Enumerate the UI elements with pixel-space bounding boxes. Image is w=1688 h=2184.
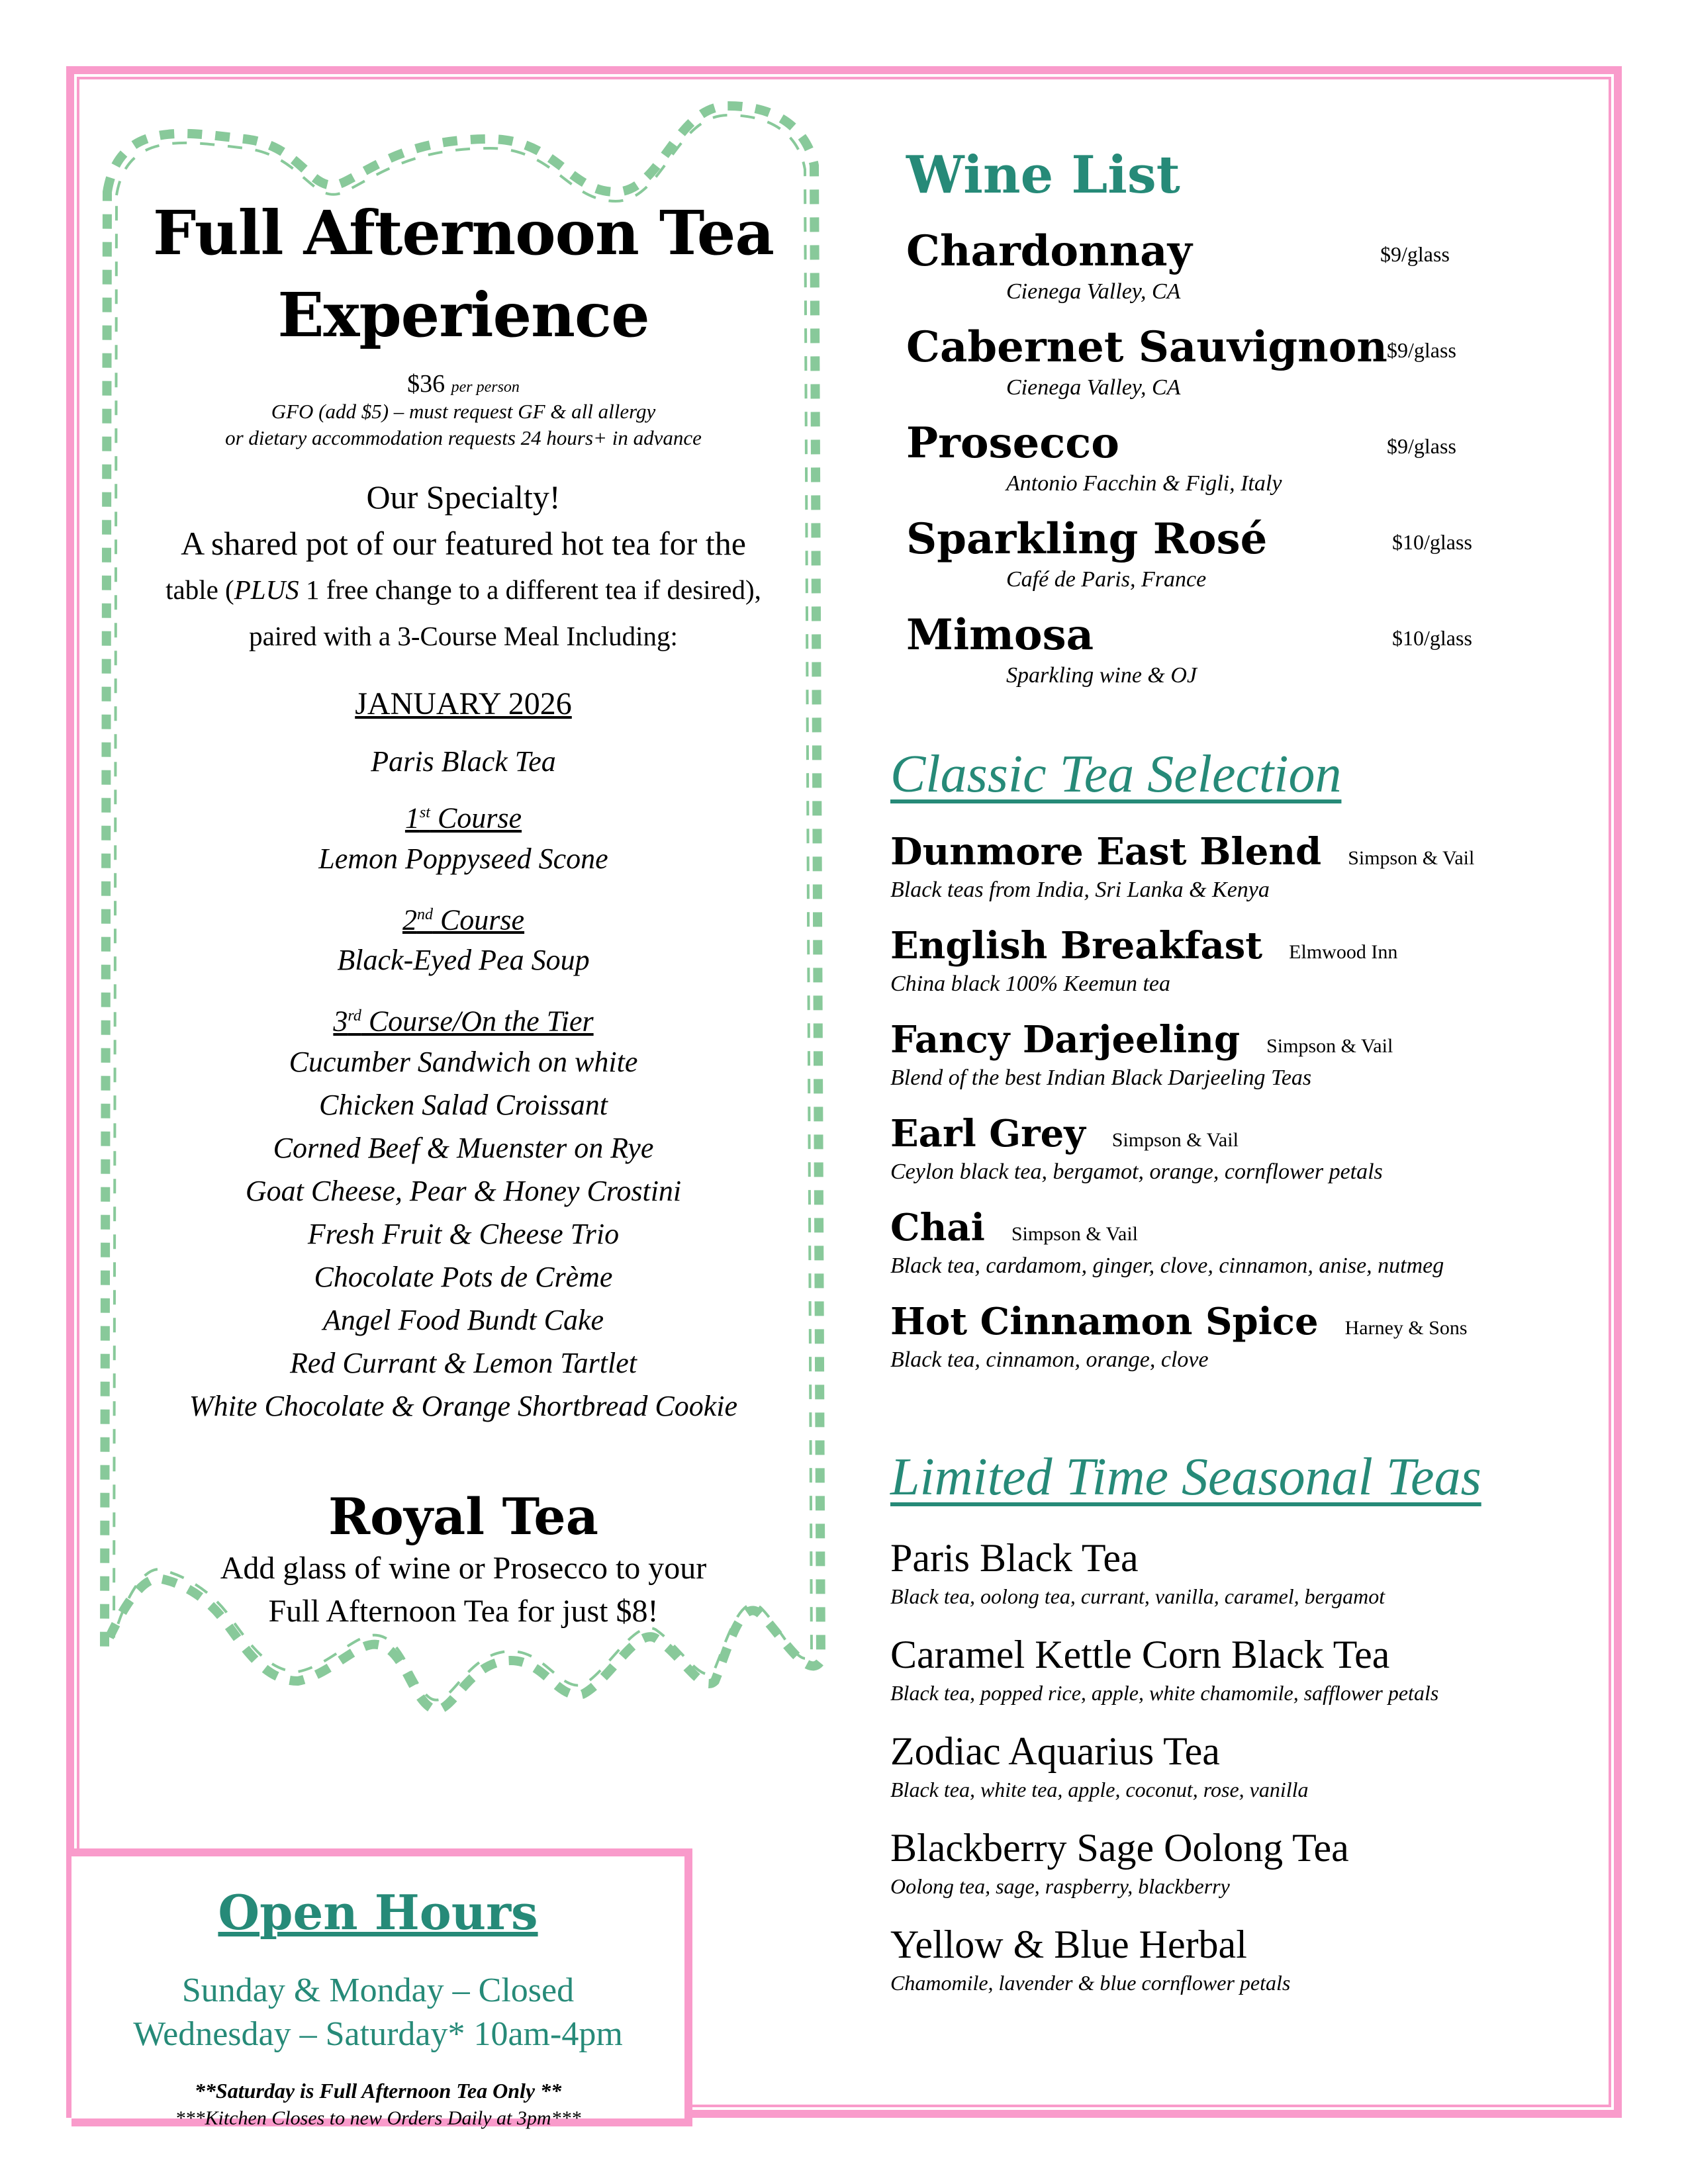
tea-vendor: Simpson & Vail: [1348, 847, 1475, 869]
wine-list: [890, 225, 1579, 705]
wine-item: [890, 513, 1579, 609]
seasonal-desc: Chamomile, lavender & blue cornflower petals: [890, 1971, 1291, 1995]
course-item: Chicken Salad Croissant: [319, 1088, 608, 1121]
tea-desc: Black teas from India, Sri Lanka & Kenya: [890, 878, 1270, 902]
specialty-line-2-rest: 1 free change to a different tea if desired),: [299, 574, 761, 605]
gfo-line-1: GFO (add $5) – must request GF & all allergy: [271, 400, 656, 423]
course-item: Black-Eyed Pea Soup: [337, 944, 590, 977]
open-hours-title: Open Hours: [218, 1884, 538, 1940]
wine-item: [890, 609, 1579, 705]
tea-vendor: Simpson & Vail: [1011, 1223, 1138, 1245]
tea-item: [890, 828, 1579, 905]
course-item: Lemon Poppyseed Scone: [318, 842, 608, 875]
tea-item: [890, 1110, 1579, 1187]
seasonal-name: Caramel Kettle Corn Black Tea: [890, 1633, 1390, 1676]
open-hours-box: [71, 1848, 692, 2129]
afternoon-tea-content: [119, 192, 808, 1633]
course-label: [119, 896, 808, 939]
hours-line-open: Wednesday – Saturday* 10am-4pm: [133, 2015, 623, 2053]
afternoon-tea-panel: [93, 93, 834, 1747]
seasonal-desc: Black tea, popped rice, apple, white chamomile, safflower petals: [890, 1681, 1439, 1705]
specialty-plus: PLUS: [234, 574, 299, 605]
gfo-line-2: or dietary accommodation requests 24 hours+ in advance: [225, 426, 702, 449]
seasonal-item: [890, 1630, 1579, 1707]
featured-tea: Paris Black Tea: [371, 745, 556, 778]
wine-name: Sparkling Rosé: [906, 514, 1268, 564]
tea-item: [890, 1298, 1579, 1375]
tea-name: Hot Cinnamon Spice: [890, 1300, 1319, 1343]
saturday-note: **Saturday is Full Afternoon Tea Only **: [194, 2079, 562, 2103]
wine-name: Prosecco: [906, 418, 1119, 468]
open-hours-lines: [71, 1969, 684, 2056]
royal-tea-line-2: Full Afternoon Tea for just $8!: [268, 1593, 659, 1629]
seasonal-name: Yellow & Blue Herbal: [890, 1923, 1247, 1966]
seasonal-tea-section: [890, 1441, 1579, 1997]
seasonal-item: [890, 1727, 1579, 1803]
title-line-1: Full Afternoon Tea: [153, 197, 774, 269]
course-item: Fresh Fruit & Cheese Trio: [307, 1217, 620, 1250]
seasonal-tea-title: Limited Time Seasonal Teas: [890, 1448, 1481, 1506]
specialty-line-2-prefix: table (: [165, 574, 234, 605]
tea-item: [890, 1204, 1579, 1281]
specialty-line-3: paired with a 3-Course Meal Including:: [249, 621, 678, 651]
classic-tea-section: [890, 738, 1579, 1375]
tea-desc: Blend of the best Indian Black Darjeeling Teas: [890, 1066, 1312, 1090]
tea-vendor: Elmwood Inn: [1289, 941, 1398, 963]
tea-vendor: Harney & Sons: [1344, 1317, 1468, 1339]
course-label-text: Course: [432, 903, 525, 936]
royal-tea-desc: [119, 1547, 808, 1633]
tea-name: English Breakfast: [890, 924, 1263, 968]
right-column: [890, 132, 1579, 1997]
course-number: 3: [333, 1005, 348, 1038]
wine-price: $9/glass: [1387, 434, 1456, 458]
course-number: 2: [402, 903, 417, 936]
menu-month: JANUARY 2026: [355, 686, 572, 721]
tea-item: [890, 922, 1579, 999]
course-item: Red Currant & Lemon Tartlet: [290, 1346, 637, 1379]
wine-name: Mimosa: [906, 610, 1094, 660]
tea-name: Chai: [890, 1206, 985, 1250]
course-item: Chocolate Pots de Crème: [314, 1260, 613, 1293]
seasonal-desc: Black tea, white tea, apple, coconut, rose, vanilla: [890, 1778, 1309, 1801]
course-item: Goat Cheese, Pear & Honey Crostini: [245, 1174, 682, 1207]
seasonal-name: Blackberry Sage Oolong Tea: [890, 1826, 1349, 1870]
tea-desc: Ceylon black tea, bergamot, orange, cornflower petals: [890, 1160, 1383, 1184]
course-label: [119, 794, 808, 837]
course-item: Cucumber Sandwich on white: [289, 1045, 638, 1078]
wine-origin: Cienega Valley, CA: [1006, 279, 1181, 304]
specialty-block: [119, 474, 808, 659]
wine-price: $10/glass: [1392, 626, 1472, 650]
afternoon-tea-title: [119, 192, 808, 356]
price-value: $36: [407, 370, 445, 398]
tea-name: Earl Grey: [890, 1112, 1086, 1156]
wine-item: [890, 321, 1579, 417]
tea-desc: Black tea, cardamom, ginger, clove, cinnamon, anise, nutmeg: [890, 1253, 1444, 1278]
course-label-text: Course/On the Tier: [361, 1005, 594, 1038]
hours-line-closed: Sunday & Monday – Closed: [181, 1972, 575, 2009]
wine-origin: Sparkling wine & OJ: [1006, 663, 1197, 688]
course-1: [119, 794, 808, 880]
course-item: Corned Beef & Muenster on Rye: [273, 1131, 654, 1164]
tea-desc: Black tea, cinnamon, orange, clove: [890, 1347, 1209, 1372]
tea-vendor: Simpson & Vail: [1266, 1035, 1393, 1057]
seasonal-name: Zodiac Aquarius Tea: [890, 1729, 1220, 1773]
seasonal-item: [890, 1920, 1579, 1997]
course-ordinal: nd: [416, 905, 433, 923]
wine-origin: Cienega Valley, CA: [1006, 375, 1181, 400]
course-ordinal: st: [419, 804, 430, 821]
gfo-note: [119, 398, 808, 451]
classic-tea-title: Classic Tea Selection: [890, 745, 1342, 803]
specialty-line-1: A shared pot of our featured hot tea for the: [181, 525, 746, 562]
tea-name: Dunmore East Blend: [890, 830, 1322, 874]
royal-tea-title: Royal Tea: [328, 1486, 599, 1546]
specialty-line-2: [119, 567, 808, 613]
seasonal-item: [890, 1533, 1579, 1610]
seasonal-desc: Oolong tea, sage, raspberry, blackberry: [890, 1874, 1230, 1898]
wine-item: [890, 417, 1579, 513]
royal-tea-line-1: Add glass of wine or Prosecco to your: [220, 1550, 707, 1586]
wine-item: [890, 225, 1579, 321]
wine-origin: Antonio Facchin & Figli, Italy: [1006, 471, 1282, 496]
seasonal-name: Paris Black Tea: [890, 1536, 1139, 1580]
wine-price: $10/glass: [1392, 530, 1472, 554]
tea-desc: China black 100% Keemun tea: [890, 972, 1171, 996]
kitchen-note: ***Kitchen Closes to new Orders Daily at 3pm***: [175, 2107, 581, 2129]
tea-name: Fancy Darjeeling: [890, 1018, 1241, 1062]
wine-list-title: Wine List: [906, 145, 1180, 205]
seasonal-desc: Black tea, oolong tea, currant, vanilla, caramel, bergamot: [890, 1584, 1385, 1608]
tea-item: [890, 1016, 1579, 1093]
wine-origin: Café de Paris, France: [1006, 567, 1207, 592]
price-unit: per person: [451, 379, 520, 396]
course-item: White Chocolate & Orange Shortbread Cookie: [189, 1389, 738, 1422]
wine-price: $9/glass: [1380, 242, 1450, 266]
course-2: [119, 896, 808, 982]
course-ordinal: rd: [348, 1007, 361, 1025]
course-number: 1: [404, 801, 420, 835]
wine-name: Chardonnay: [906, 226, 1192, 276]
price-line: [119, 369, 808, 398]
title-line-2: Experience: [277, 279, 649, 351]
tea-vendor: Simpson & Vail: [1111, 1129, 1239, 1151]
course-3: [119, 997, 808, 1428]
specialty-heading: Our Specialty!: [366, 478, 561, 516]
course-label-text: Course: [430, 801, 522, 835]
course-label: [119, 997, 808, 1040]
course-item: Angel Food Bundt Cake: [322, 1303, 604, 1336]
wine-price: $9/glass: [1387, 338, 1456, 362]
wine-name: Cabernet Sauvignon: [906, 322, 1387, 372]
seasonal-item: [890, 1823, 1579, 1900]
